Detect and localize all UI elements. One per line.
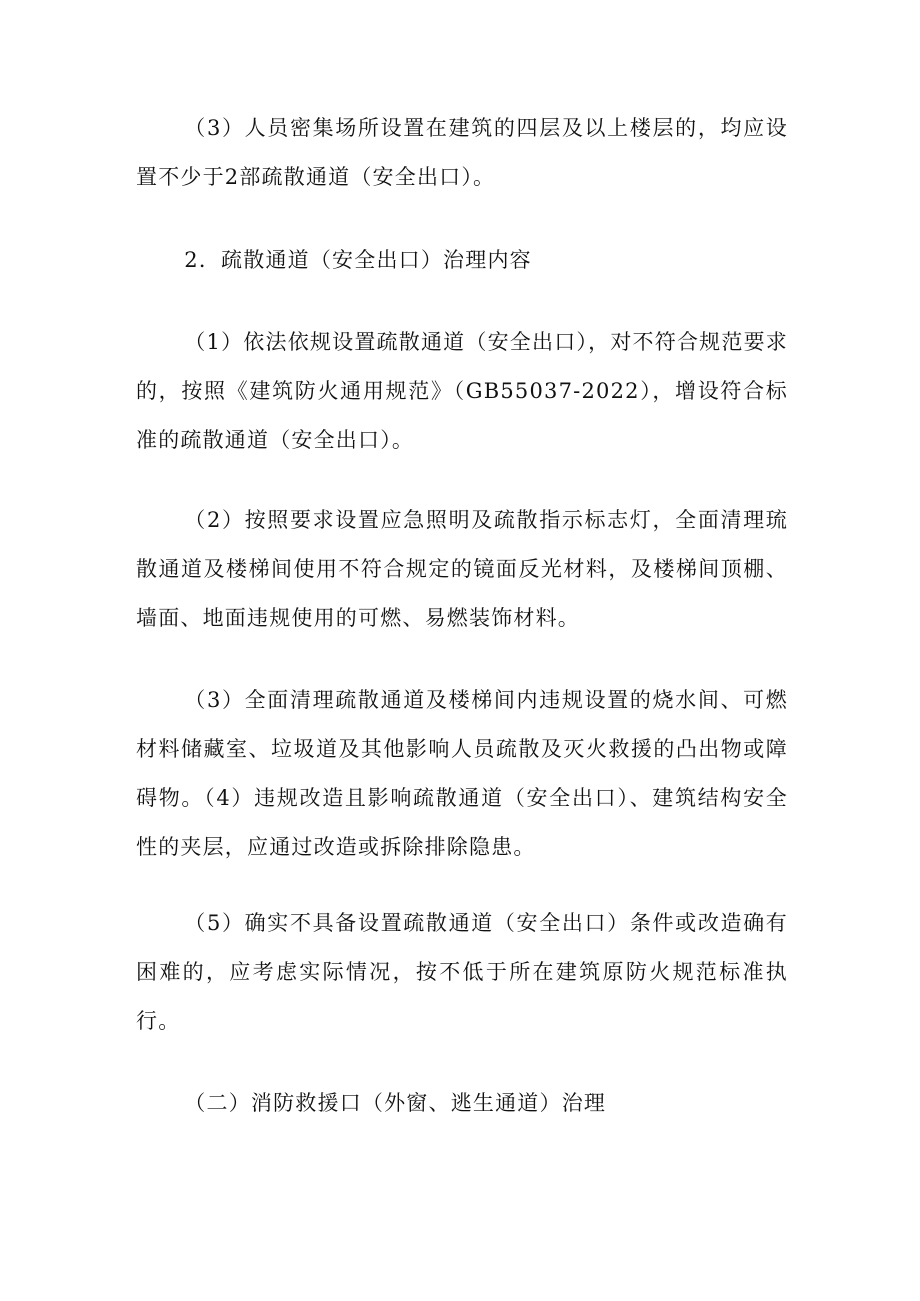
paragraph-item-1: （1）依法依规设置疏散通道（安全出口），对不符合规范要求的，按照《建筑防火通用规范》（GB55037-2022），增设符合标准的疏散通道（安全出口）。 [136,330,788,452]
paragraph-crowded-place-exits: （3）人员密集场所设置在建筑的四层及以上楼层的，均应设置不少于2部疏散通道（安全出口）。 [136,116,788,189]
paragraph-item-3-4: （3）全面清理疏散通道及楼梯间内违规设置的烧水间、可燃材料储藏室、垃圾道及其他影响人员疏散及灭火救援的凸出物或障碍物。（4）违规改造且影响疏散通道（安全出口）、建筑结构安全性的夹层，应通过改造或拆除排除隐患。 [136,688,788,859]
section-heading-evacuation-content: 2．疏散通道（安全出口）治理内容 [184,248,532,272]
paragraph-item-2: （2）按照要求设置应急照明及疏散指示标志灯，全面清理琉散通道及楼梯间使用不符合规定的镜面反光材料，及楼梯间顶棚、墙面、地面违规使用的可燃、易燃装饰材料。 [136,508,788,630]
section-heading-rescue-openings: （二）消防救援口（外窗、逃生通道）治理 [184,1091,607,1115]
paragraph-item-5: （5）确实不具备设置疏散通道（安全出口）条件或改造确有困难的，应考虑实际情况，按不低于所在建筑原防火规范标准执行。 [136,911,788,1033]
